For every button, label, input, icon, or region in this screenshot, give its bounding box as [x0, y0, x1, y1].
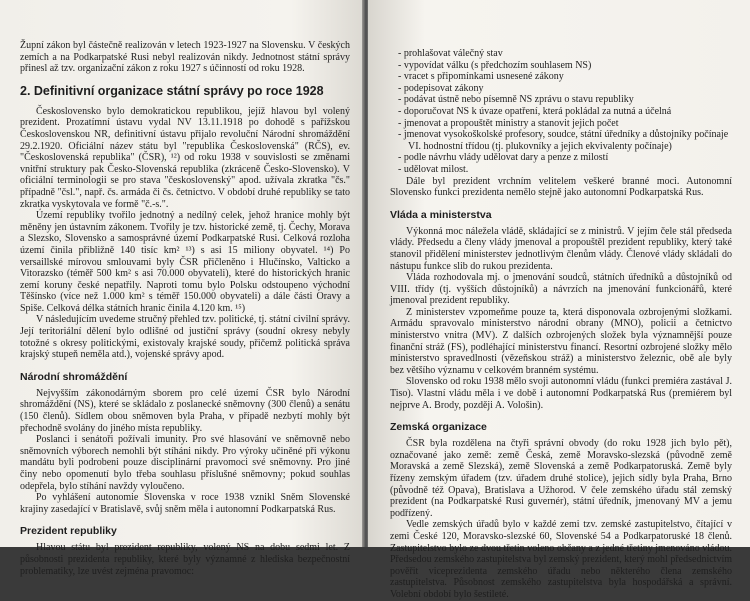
list-item: - vracet s připomínkami usnesené zákony: [398, 71, 732, 83]
list-item: - vypovídat válku (s předchozím souhlasem NS): [398, 60, 732, 72]
paragraph-ministries: Z ministerstev vzpomeňme pouze ta, která disponovala ozbrojenými složkami. Armádu spravovalo ministerstvo národní obrany (MNO), policii a četnictvo ministerstvo vnitra (MV). Z dalších ozbrojených složek byla významnější pouze finanční stráž (FS), podléhající ministerstvu financí. Resortní ozbrojené složky mělo ministerstvo spravedlnosti (vězeňskou stráž) a ministerstvo železnic, obě ale byly bez většího významu v celkovém branném systému.: [390, 306, 732, 376]
list-item: - doporučovat NS k úvaze opatření, která pokládal za nutná a účelná: [398, 106, 732, 118]
paragraph-appointments: Vláda rozhodovala mj. o jmenování soudců, státních úředníků a důstojníků od VIII. třídy (tj. vyšších důstojníků) a návrzích na jmenování funkcionářů, které jmenoval prezident republiky.: [390, 272, 732, 307]
paragraph-territory: Území republiky tvořilo jednotný a nedílný celek, jehož hranice mohly být měněny jen ústavním zákonem. Tvořily je tzv. historické země, tj. Čechy, Morava a Slezsko, Slovensko a samosprávné území Podkarpatské Rusi. Celková rozloha území činila přibližně 140 tisíc km² ¹³) s asi 15 miliony obyvatel. ¹⁴) Po versaillské mírovou smlouvami byly ČSR přičleněno i Hlučínsko, Valticko a Vitorazsko (téměř 500 km² s asi 70.000 obyvateli), které do historických hranic zemí koruny české nepatřily. Naproti tomu bylo Polsku odstoupeno východní Těšínsko (více než 1.000 km² s téměř 150.000 obyvateli) a dále části Oravy a Spiše. Celková délka státních hranic činila 4.120 km. ¹⁵): [20, 210, 350, 314]
paragraph-autonomous-gov: Slovensko od roku 1938 mělo svoji autonomní vládu (funkci premiéra zastával J. Tiso). Vlastní vládu měla i ve době i autonomní Podkarpatská Rus (premiérem byl nejprve A. Brody, později A. Vološin).: [390, 376, 732, 411]
list-item: - jmenovat vysokoškolské profesory, soudce, státní úředníky a důstojníky počínaje VI. hodnostní třídou (tj. plukovníky a jejich ekvivalenty počínaje): [398, 129, 732, 152]
intro-paragraph: Župní zákon byl částečně realizován v letech 1923-1927 na Slovensku. V českých zemích a na Podkarpatské Rusi nebyl realizován nikdy. Jednotnost státní správy přinesl až tzv. organizační zákon z roku 1927 s účinností od roku 1928.: [20, 40, 350, 75]
paragraph-slovak-diet: Po vyhlášení autonomie Slovenska v roce 1938 vznikl Sněm Slovenské krajiny zasedající v Bratislavě, svůj sněm měla i autonomní Podkarpatská Rus.: [20, 492, 350, 515]
paragraph-assembly: Nejvyšším zákonodárným sborem pro celé území ČSR bylo Národní shromáždění (NS), které se skládalo z poslanecké sněmovny (300 členů) a senátu (150 členů). Sídlem obou sněmoven byla Praha, v případě nezbytí mohly být přechodně svolány do jiného místa republiky.: [20, 387, 350, 434]
list-item: - podle návrhu vlády udělovat dary a penze z milostí: [398, 152, 732, 164]
paragraph-executive: Výkonná moc náležela vládě, skládající se z ministrů. V jejím čele stál předseda vlády. Předsedu a členy vlády jmenoval a propouštěl prezident republiky, který také stanovil přidělení ministerstev jednotlivým členům vlády. Členové vlády skládali do nástupu funkce slib do rukou prezidenta.: [390, 225, 732, 272]
subheading-president: Prezident republiky: [20, 525, 117, 538]
list-item: - podávat ústně nebo písemně NS zprávu o stavu republiky: [398, 94, 732, 106]
paragraph-land-assembly: Vedle zemských úřadů bylo v každé zemi tzv. zemské zastupitelstvo, čítající v zemi České 120, Moravsko-slezské 60, Slovenské 54 a Podkarpatoruské 18 členů. Zastupitelstvo bylo ze dvou třetin voleno občany a z jedné třetiny jmenováno vládou. Předsedou zemského zastupitelstva byl zemský prezident, který mohl předsednictvím pověřit viceprezidenta zemského úřadu nebo některého člena zemského zastupitelstva. Působnost zemského zastupitelstva byla hospodářská a správní. Volební období bylo šestileté.: [390, 519, 732, 600]
paragraph-commander: Dále byl prezident vrchním velitelem veškeré branné moci. Autonomní Slovensko funkci prezidenta nemělo stejně jako autonomní Podkarpatská Rus.: [390, 175, 732, 199]
subheading-land-organization: Zemská organizace: [390, 421, 487, 434]
paragraph-republic: Československo bylo demokratickou republikou, jejíž hlavou byl volený prezident. Prozatímní ústavu vydal NV 13.11.1918 po dohodě s pařížskou Československou NR, definitivní ústavu přijalo revoluční Národní shromáždění 29.2.1920. Oficiální název státu byl "republika Československá" (RČS), ev. "Československá republika" (ČSR), ¹²) od roku 1938 v souvislosti se změnami vnitřní struktury pak Česko-Slovenská republika (zkráceně Česko-Slovensko). V oficiální terminologii se pro stava "československý" apod. užívala zkratka "čs." případně "čsl.", např. čs. armáda či čs. četnictvo. V období druhé republiky se tato zkratka vyskytovala ve formě "č.-s.".: [20, 105, 350, 210]
right-page: [368, 0, 750, 600]
list-item: - jmenovat a propouštět ministry a stanovit jejich počet: [398, 118, 732, 130]
left-page: [0, 0, 364, 577]
list-item: - prohlašovat válečný stav: [398, 48, 732, 60]
paragraph-president: Hlavou státu byl prezident republiky, volený NS na dobu sedmi let. Z působnosti prezidenta republiky, které byly významné z hlediska bezpečnostní problematiky, lze uvést zejména pravomoc:: [20, 542, 350, 577]
paragraph-immunity: Poslanci i senátoři požívali imunity. Pro své hlasování ve sněmovně nebo sněmovních výborech nemohli být stíháni nikdy. Pro výroky učiněné při výkonu mandátu byli podrobeni pouze disciplinární pravomoci své sněmovny. Pro jiné činy nebo opomenutí bylo třeba souhlasu příslušné sněmovny; pokud souhlas odepřela, bylo stíhání navždy vyloučeno.: [20, 434, 350, 492]
paragraph-overview: V následujícím uvedeme stručný přehled tzv. politické, tj. státní civilní správy. Její teritoriální dělení bylo odlišné od justiční správy (soudní okresy nebyly totožné s okresy politickými, existovaly krajské soudy, přičemž politická správa krajský stupeň neměla atd.), vojenské správy apod.: [20, 314, 350, 361]
list-item: - udělovat milost.: [398, 164, 732, 176]
subheading-government: Vláda a ministerstva: [390, 208, 492, 221]
paragraph-lands: ČSR byla rozdělena na čtyři správní obvody (do roku 1928 jich bylo pět), označované jako země: země Česká, země Moravsko-slezská (původně země Moravská a země Slezská), země Slovenská a země Podkarpatoruská. Země byly řízeny zemským úřadem (tzv. úřadem druhé stolice), jejich sídly byla Praha, Brno (původně též Opava), Bratislava a Užhorod. V čele zemského úřadu stál zemský prezident (na Podkarpatské Rusi guvernér), státní úředník, jmenovaný MV a jemu podřízený.: [390, 438, 732, 519]
president-powers-list: [390, 48, 732, 176]
subheading-national-assembly: Národní shromáždění: [20, 370, 128, 383]
list-item: - podepisovat zákony: [398, 83, 732, 95]
section-heading-definitive-organization: 2. Definitivní organizace státní správy po roce 1928: [20, 83, 324, 98]
